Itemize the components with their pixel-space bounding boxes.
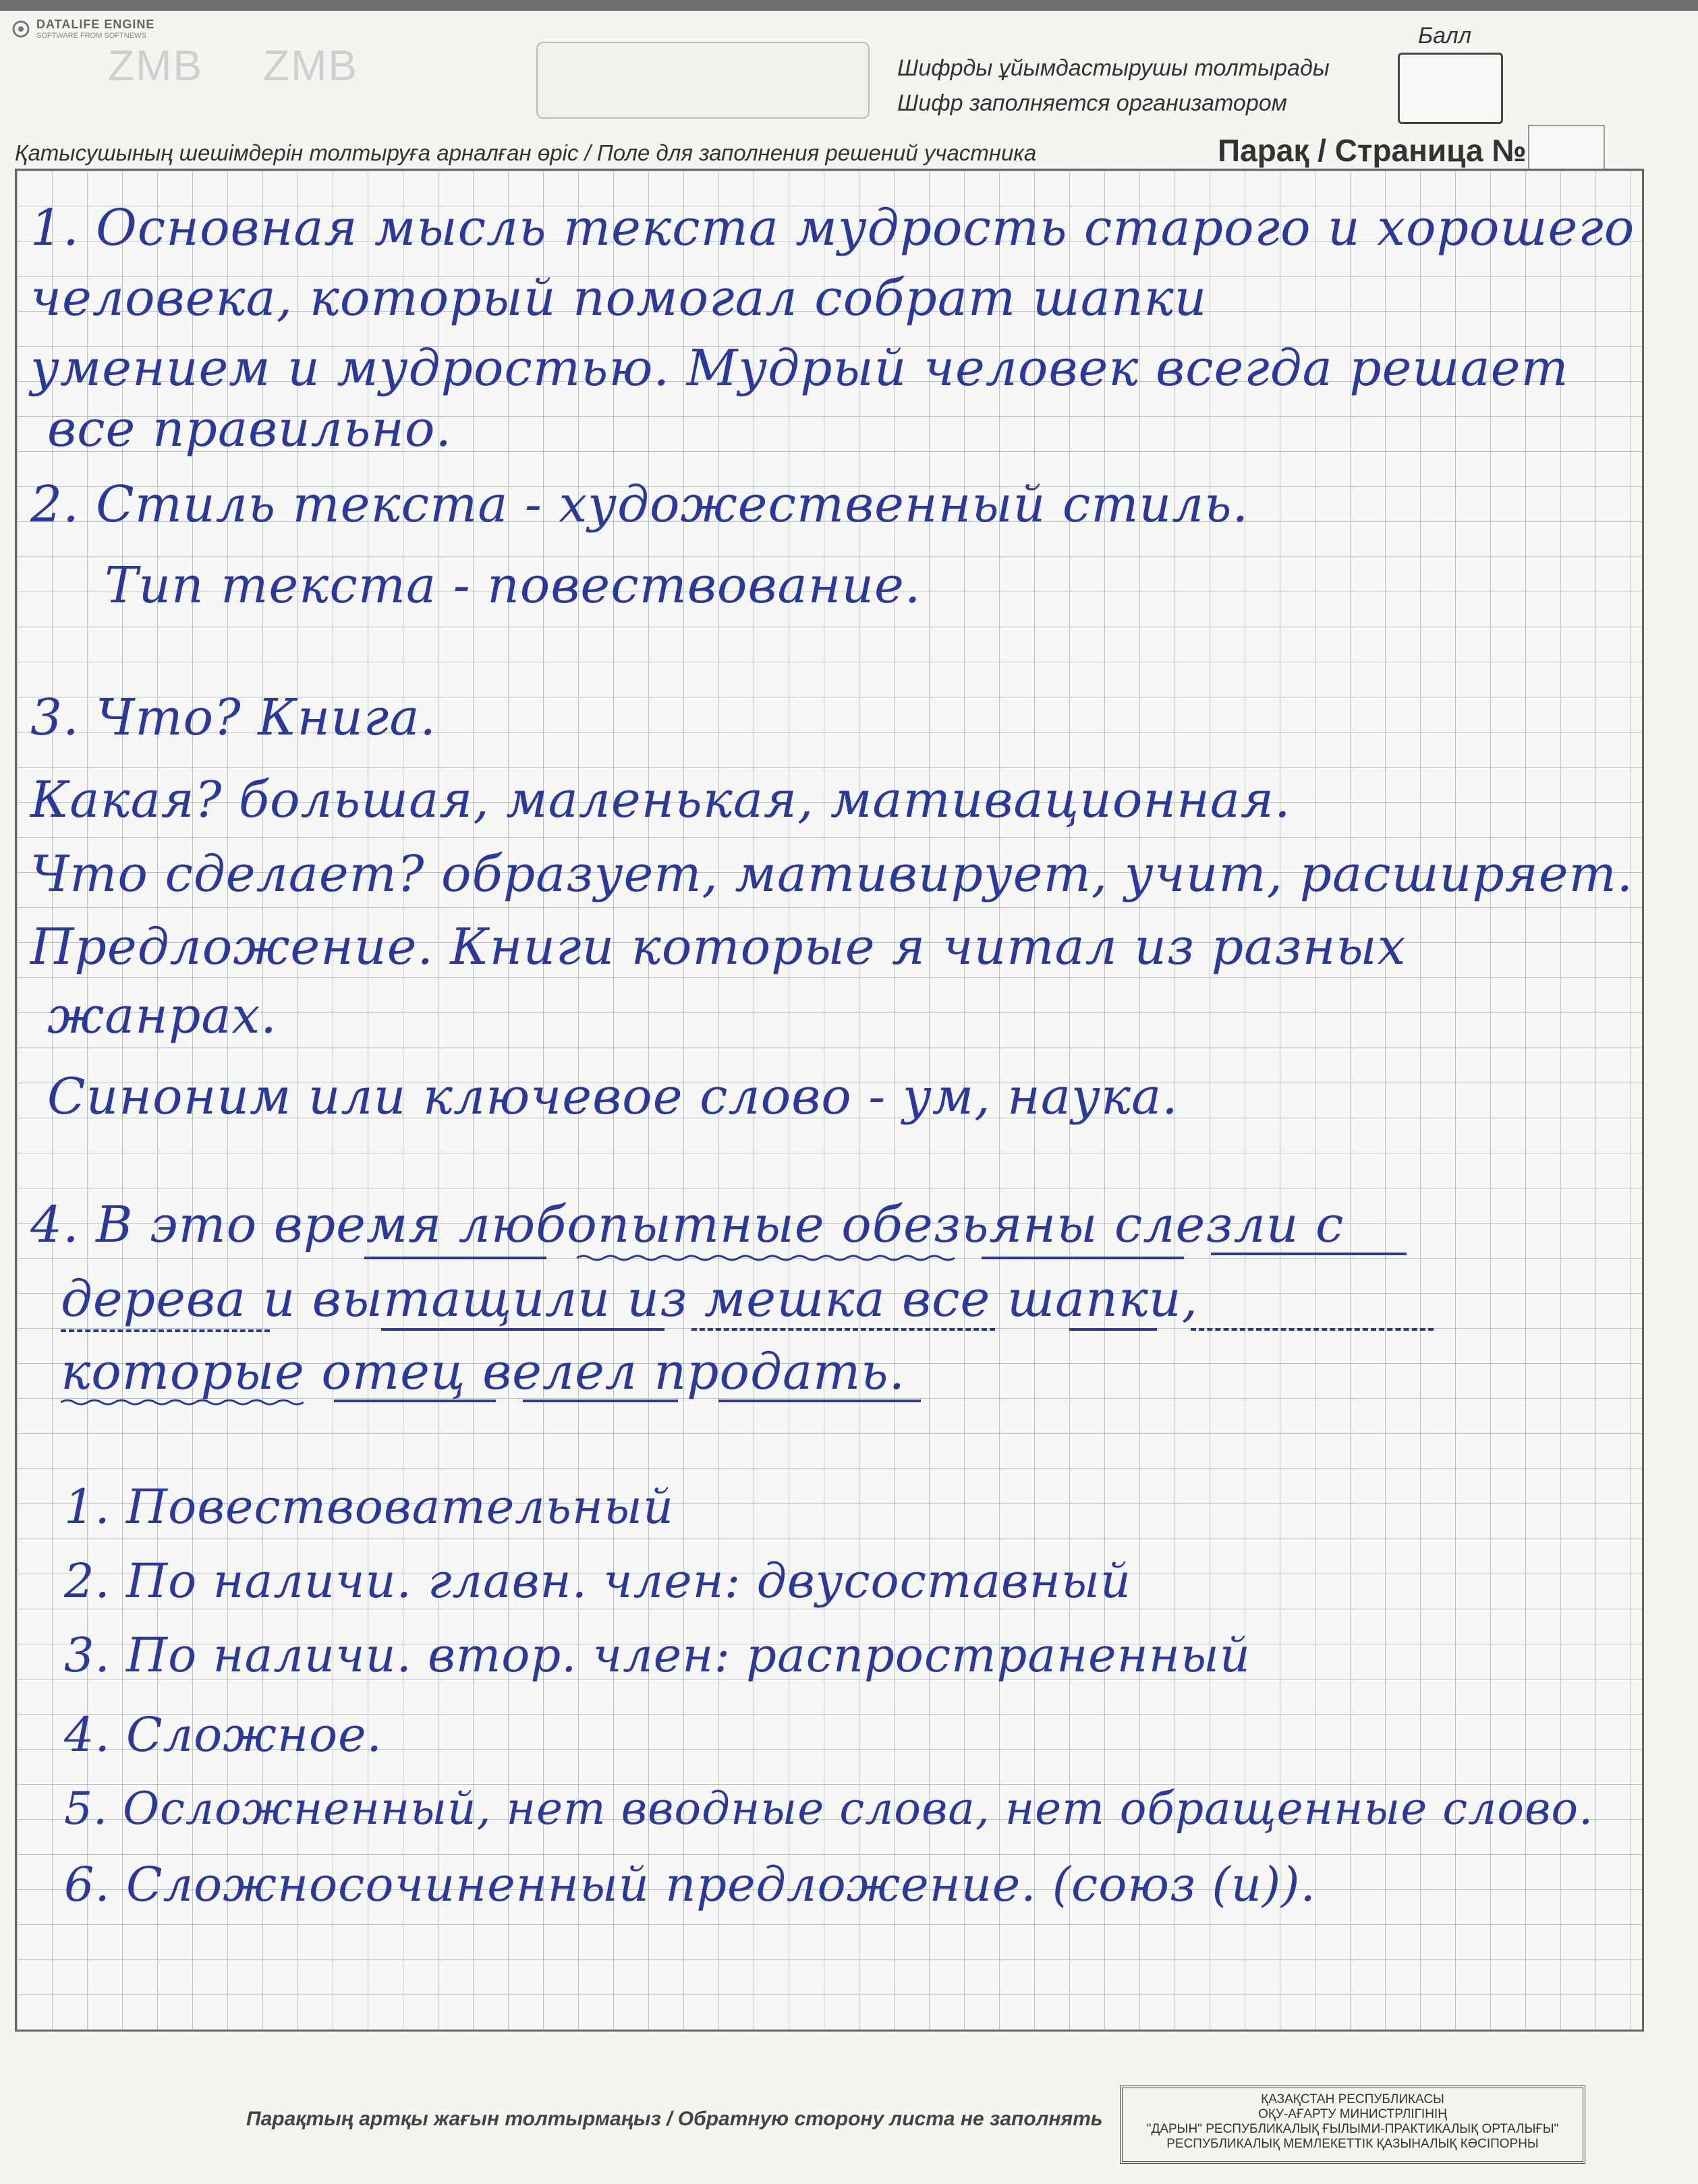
answer-line: 6. Сложносочиненный предложение. (союз (и)). [64, 1857, 1316, 1912]
predicate-underline [718, 1400, 921, 1402]
answer-line: 2. По наличи. главн. член: двусоставный [64, 1553, 1131, 1609]
organizer-note [897, 51, 1330, 121]
answer-line: Тип текста - повествование. [105, 556, 922, 614]
answer-line: человека, который помогал собрат шапки [30, 269, 1208, 327]
subject-predicate-underline [364, 1257, 546, 1259]
engine-name: DATALIFE ENGINE [36, 18, 155, 31]
answer-line: 5. Осложненный, нет вводные слова, нет обращенные слово. [64, 1783, 1594, 1835]
answer-line: 4. Сложное. [64, 1707, 383, 1762]
attribute-wavy-underline [577, 1254, 955, 1262]
organizer-note-kz: Шифрды ұйымдастырушы толтырады [897, 55, 1330, 81]
answer-line: Синоним или ключевое слово - ум, наука. [47, 1068, 1179, 1126]
engine-logo [12, 18, 154, 40]
answer-line: Что сделает? образует, мативирует, учит, расширяет. [30, 845, 1634, 903]
answer-line: 2. Стиль текста - художественный стиль. [30, 476, 1249, 534]
answer-line: Предложение. Книги которые я читал из разных [30, 918, 1407, 976]
answer-line: 3. Что? Книга. [30, 689, 436, 747]
score-box[interactable] [1398, 53, 1503, 124]
answer-line: умением и мудростью. Мудрый человек всегда решает [30, 339, 1569, 397]
organizer-note-ru: Шифр заполняется организатором [897, 90, 1287, 116]
answer-grid-area [15, 169, 1644, 2032]
attribute-wavy-underline [61, 1398, 304, 1406]
answer-line: 4. В это время любопытные обезьяны слезли с [30, 1196, 1345, 1254]
stamp-line: "ДАРЫН" РЕСПУБЛИКАЛЫҚ ҒЫЛЫМИ-ПРАКТИКАЛЫҚ ОРТАЛЫҒЫ" [1146, 2122, 1559, 2136]
answer-line: которые отец велел продать. [61, 1343, 906, 1401]
stamp-line: ҚАЗАҚСТАН РЕСПУБЛИКАСЫ [1261, 2092, 1444, 2106]
cipher-box[interactable] [536, 42, 870, 119]
page-number-label: Парақ / Страница № [1218, 133, 1527, 168]
subject-underline [982, 1257, 1184, 1259]
answer-field-label: Қатысушының шешімдерін толтыруға арналған өріс / Поле для заполнения решений участника [15, 140, 1037, 165]
watermark-zmb-2: ZMB [263, 41, 359, 90]
predicate-underline [523, 1400, 678, 1402]
answer-line: Какая? большая, маленькая, мативационная. [30, 771, 1291, 829]
answer-line: жанрах. [47, 987, 277, 1045]
engine-sub: SOFTWARE FROM SOFTNEWS [36, 32, 146, 40]
circumstance-underline [61, 1329, 270, 1332]
back-side-instruction: Парақтың артқы жағын толтырмаңыз / Обратную сторону листа не заполнять [246, 2108, 1103, 2130]
top-edge-bar [0, 0, 1698, 11]
answer-line: дерева и вытащили из мешка все шапки, [61, 1270, 1199, 1328]
stamp-line: ОҚУ-АҒАРТУ МИНИСТРЛІГІНІҢ [1258, 2107, 1447, 2121]
predicate-underline [1211, 1253, 1407, 1255]
subject-underline [334, 1400, 496, 1402]
object-underline [691, 1328, 995, 1331]
answer-line: 1. Повествовательный [64, 1479, 675, 1534]
answer-line: 3. По наличи. втор. член: распространенный [64, 1628, 1251, 1683]
answer-line: все правильно. [47, 400, 452, 458]
official-stamp [1120, 2086, 1585, 2164]
stamp-line: РЕСПУБЛИКАЛЫҚ МЕМЛЕКЕТТІК ҚАЗЫНАЛЫҚ КӘСІПОРНЫ [1166, 2137, 1539, 2151]
engine-logo-icon [12, 20, 30, 38]
object-underline [1069, 1328, 1157, 1331]
watermark-zmb-1: ZMB [108, 41, 204, 90]
answer-line: 1. Основная мысль текста мудрость старого и хорошего [30, 199, 1635, 257]
object-underline [1191, 1328, 1434, 1331]
predicate-underline [381, 1328, 664, 1331]
score-label: Балл [1418, 23, 1472, 49]
